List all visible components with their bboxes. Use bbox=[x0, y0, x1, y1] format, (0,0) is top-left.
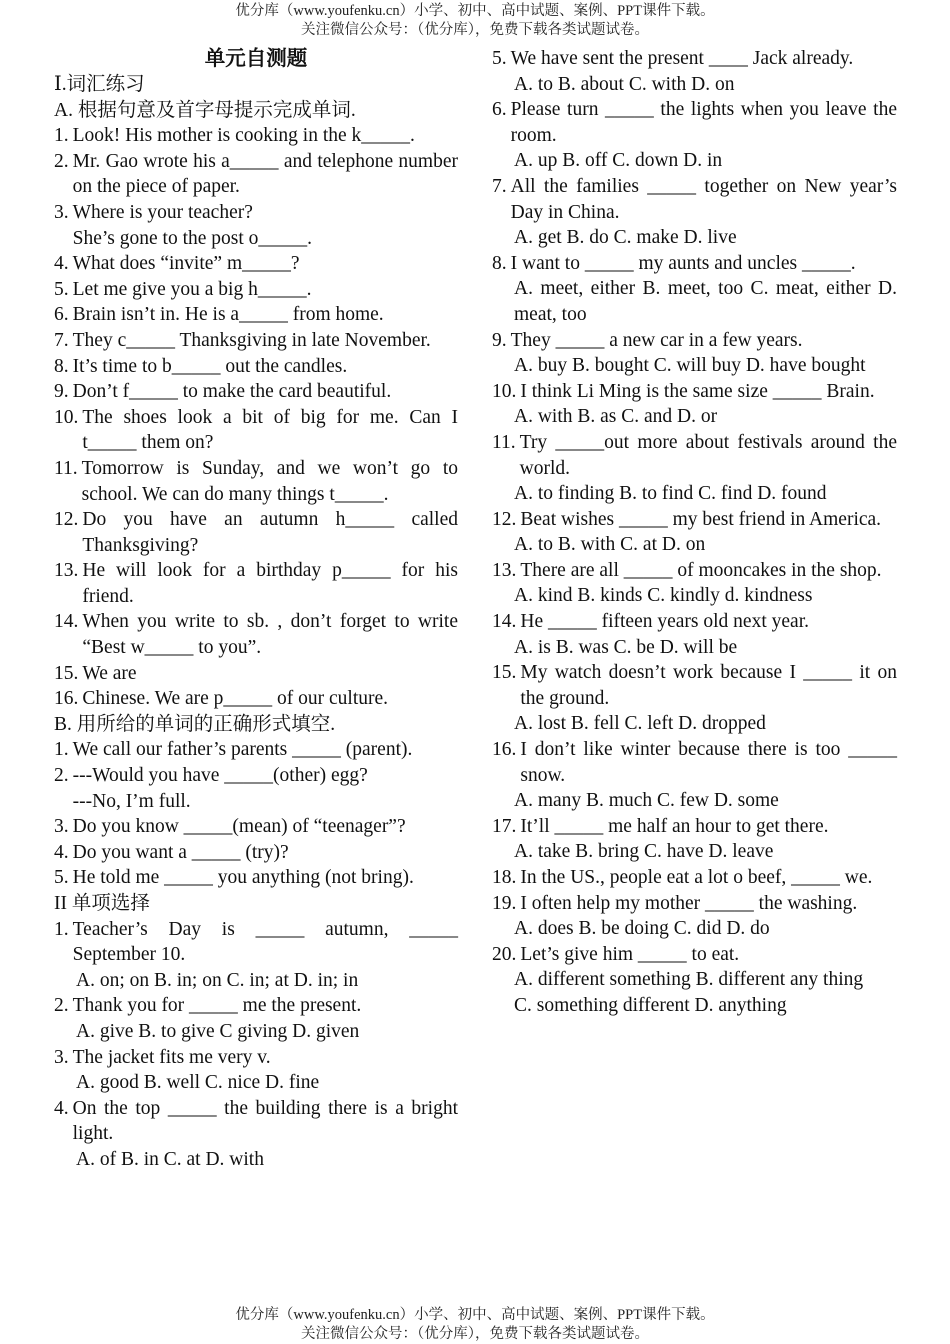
question-item bbox=[54, 840, 458, 866]
answer-options: A. take B. bring C. have D. leave bbox=[514, 841, 774, 863]
question-number: 11. bbox=[492, 431, 516, 453]
question-item bbox=[54, 558, 458, 609]
question-number: 10. bbox=[54, 406, 79, 428]
question-text: Brain isn’t in. He is a_____ from home. bbox=[72, 304, 384, 326]
question-text: All the families _____ together on New year’s Day in China. bbox=[510, 175, 897, 223]
mc-right-list bbox=[492, 46, 897, 1019]
answer-options: A. is B. was C. be D. will be bbox=[514, 636, 738, 658]
question-item bbox=[492, 251, 897, 277]
question-number: 5. bbox=[492, 48, 507, 69]
header-line-2: 关注微信公众号：（优分库），免费下载各类试题试卷。 bbox=[301, 22, 649, 38]
question-text: He told me _____ you anything (not bring). bbox=[72, 867, 414, 889]
question-item bbox=[54, 865, 458, 891]
question-text: On the top _____ the building there is a bright light. bbox=[72, 1097, 458, 1145]
question-text: We have sent the present ____ Jack already. bbox=[510, 48, 854, 69]
question-text: Thank you for _____ me the present. bbox=[72, 995, 362, 1017]
question-item bbox=[492, 814, 897, 840]
answer-options: A. does B. be doing C. did D. do bbox=[514, 918, 770, 940]
question-item bbox=[492, 328, 897, 354]
question-item bbox=[492, 660, 897, 711]
question-number: 3. bbox=[54, 816, 69, 838]
question-text: My watch doesn’t work because I _____ it on the ground. bbox=[520, 662, 897, 709]
question-text: Tomorrow is Sunday, and we won’t go to school. We can do many things t_____. bbox=[81, 457, 458, 505]
question-item bbox=[54, 789, 458, 815]
question-item bbox=[54, 507, 458, 558]
question-text: Don’t f_____ to make the card beautiful. bbox=[72, 381, 392, 403]
footer-line-2: 关注微信公众号：（优分库），免费下载各类试题试卷。 bbox=[301, 1326, 649, 1342]
question-item bbox=[54, 917, 458, 968]
question-item bbox=[492, 174, 897, 225]
question-number: 2. bbox=[54, 765, 69, 787]
question-text: Do you know _____(mean) of “teenager”? bbox=[72, 816, 406, 838]
question-item bbox=[54, 328, 458, 354]
question-number: 6. bbox=[492, 99, 507, 121]
answer-options: A. kind B. kinds C. kindly d. kindness bbox=[514, 585, 813, 607]
question-text: She’s gone to the post o_____. bbox=[72, 227, 313, 249]
question-number: 11. bbox=[54, 457, 78, 479]
part-a-heading: A. 根据句意及首字母提示完成单词. bbox=[54, 99, 356, 121]
answer-options: A. with B. as C. and D. or bbox=[514, 406, 718, 428]
question-item bbox=[54, 737, 458, 763]
question-item bbox=[54, 302, 458, 328]
answer-options: A. give B. to give C giving D. given bbox=[76, 1020, 360, 1042]
question-item bbox=[54, 609, 458, 660]
section-1-heading: Ⅰ.词汇练习 bbox=[54, 74, 145, 95]
part-b-list bbox=[54, 737, 458, 891]
question-text: ---No, I’m full. bbox=[72, 790, 191, 812]
page-title: 单元自测题 bbox=[204, 48, 308, 70]
question-text: It’s time to b_____ out the candles. bbox=[72, 355, 348, 377]
question-item bbox=[492, 97, 897, 148]
question-number: 18. bbox=[492, 867, 517, 888]
question-item bbox=[54, 149, 458, 200]
footer-line-1: 优分库（www.youfenku.cn）小学、初中、高中试题、案例、PPT课件下载。 bbox=[235, 1307, 715, 1323]
question-number: 4. bbox=[54, 1097, 69, 1119]
question-number: 15. bbox=[54, 662, 79, 684]
question-item bbox=[54, 1045, 458, 1071]
header-line-1: 优分库（www.youfenku.cn）小学、初中、高中试题、案例、PPT课件下载。 bbox=[235, 3, 715, 19]
question-item bbox=[492, 379, 897, 405]
question-item bbox=[54, 251, 458, 277]
question-text: Let me give you a big h_____. bbox=[72, 278, 312, 300]
question-text: We call our father’s parents _____ (parent). bbox=[72, 739, 413, 761]
question-text: Mr. Gao wrote his a_____ and telephone number on the piece of paper. bbox=[72, 150, 458, 198]
question-number: 7. bbox=[54, 329, 69, 351]
question-item bbox=[54, 1096, 458, 1147]
question-text: We are bbox=[82, 662, 137, 684]
question-number: 13. bbox=[54, 560, 79, 582]
answer-options: A. different something B. different any thing bbox=[514, 969, 864, 991]
answer-options: C. something different D. anything bbox=[514, 994, 787, 1016]
question-text: When you write to sb. , don’t forget to write “Best w_____ to you”. bbox=[82, 611, 458, 659]
question-item bbox=[54, 993, 458, 1019]
question-item bbox=[492, 737, 897, 788]
answer-options: A. to B. with C. at D. on bbox=[514, 534, 706, 556]
question-item bbox=[54, 277, 458, 303]
question-item bbox=[54, 405, 458, 456]
page-footer bbox=[0, 1306, 950, 1344]
question-item bbox=[54, 456, 458, 507]
question-item bbox=[54, 123, 458, 149]
question-number: 12. bbox=[54, 509, 79, 531]
question-item bbox=[54, 763, 458, 789]
question-number: 19. bbox=[492, 892, 517, 914]
question-number: 14. bbox=[54, 611, 79, 633]
question-number: 9. bbox=[54, 381, 69, 403]
question-number: 13. bbox=[492, 559, 517, 581]
question-item bbox=[492, 609, 897, 635]
answer-options: A. get B. do C. make D. live bbox=[514, 227, 737, 249]
question-text: I often help my mother _____ the washing. bbox=[520, 892, 858, 914]
question-number: 8. bbox=[54, 355, 69, 377]
question-number: 6. bbox=[54, 304, 69, 326]
question-item bbox=[492, 558, 897, 584]
question-item bbox=[54, 379, 458, 405]
question-item bbox=[492, 865, 897, 891]
answer-options: A. to finding B. to find C. find D. found bbox=[514, 483, 827, 505]
question-text: Look! His mother is cooking in the k_____. bbox=[72, 125, 415, 147]
question-number: 4. bbox=[54, 253, 69, 275]
question-text: He will look for a birthday p_____ for his friend. bbox=[82, 560, 458, 607]
question-text: He _____ fifteen years old next year. bbox=[520, 611, 809, 633]
question-number: 12. bbox=[492, 508, 517, 530]
question-item bbox=[54, 200, 458, 226]
answer-options: A. buy B. bought C. will buy D. have bought bbox=[514, 355, 866, 377]
question-item bbox=[492, 942, 897, 968]
part-a-list bbox=[54, 123, 458, 712]
question-item bbox=[54, 354, 458, 380]
question-text: Try _____out more about festivals around the world. bbox=[519, 431, 897, 479]
question-item bbox=[54, 661, 458, 687]
question-number: 4. bbox=[54, 841, 69, 863]
question-text: Teacher’s Day is _____ autumn, _____ September 10. bbox=[72, 918, 458, 966]
question-text: Where is your teacher? bbox=[72, 201, 253, 223]
question-text: What does “invite” m_____? bbox=[72, 253, 300, 275]
answer-options: A. meet, either B. meet, too C. meat, either D. meat, too bbox=[514, 278, 897, 325]
answer-options: A. good B. well C. nice D. fine bbox=[76, 1072, 320, 1094]
question-text: Do you have an autumn h_____ called Thanksgiving? bbox=[82, 509, 458, 556]
question-item bbox=[492, 507, 897, 533]
question-text: ---Would you have _____(other) egg? bbox=[72, 765, 368, 787]
question-number: 7. bbox=[492, 175, 507, 197]
question-text: I want to _____ my aunts and uncles _____. bbox=[510, 252, 856, 274]
answer-options: A. of B. in C. at D. with bbox=[76, 1148, 264, 1170]
question-text: I don’t like winter because there is too _____ snow. bbox=[520, 739, 897, 786]
question-number: 5. bbox=[54, 867, 69, 889]
question-item bbox=[54, 226, 458, 252]
question-number: 14. bbox=[492, 611, 517, 633]
question-number: 1. bbox=[54, 918, 69, 940]
part-b-heading: B. 用所给的单词的正确形式填空. bbox=[54, 713, 336, 735]
question-text: The jacket fits me very v. bbox=[72, 1046, 271, 1068]
question-number: 3. bbox=[54, 1046, 69, 1068]
question-text: I think Li Ming is the same size _____ Brain. bbox=[520, 380, 875, 402]
question-item bbox=[492, 891, 897, 917]
section-2-heading: II 单项选择 bbox=[54, 893, 150, 914]
question-number: 9. bbox=[492, 329, 507, 351]
question-number: 15. bbox=[492, 662, 517, 684]
question-text: In the US., people eat a lot o beef, _____ we. bbox=[520, 867, 873, 888]
question-text: Please turn _____ the lights when you leave the room. bbox=[510, 99, 897, 146]
question-number: 20. bbox=[492, 943, 517, 965]
question-number: 5. bbox=[54, 278, 69, 300]
mc-left-list bbox=[54, 917, 458, 1173]
question-number: 16. bbox=[492, 739, 517, 761]
answer-options: A. on; on B. in; on C. in; at D. in; in bbox=[76, 969, 359, 991]
answer-options: A. to B. about C. with D. on bbox=[514, 73, 735, 95]
answer-options: A. lost B. fell C. left D. dropped bbox=[514, 713, 766, 735]
question-item bbox=[492, 46, 897, 72]
page-header bbox=[0, 2, 950, 40]
right-column bbox=[492, 46, 897, 1019]
question-text: It’ll _____ me half an hour to get there. bbox=[520, 815, 829, 837]
question-text: Beat wishes _____ my best friend in America. bbox=[520, 508, 882, 530]
question-number: 2. bbox=[54, 150, 69, 172]
question-text: The shoes look a bit of big for me. Can I t_____ them on? bbox=[82, 406, 458, 454]
question-number: 16. bbox=[54, 688, 79, 710]
question-text: Chinese. We are p_____ of our culture. bbox=[82, 688, 389, 710]
left-column bbox=[54, 46, 458, 1173]
answer-options: A. up B. off C. down D. in bbox=[514, 150, 723, 172]
question-text: They c_____ Thanksgiving in late November. bbox=[72, 329, 431, 351]
question-number: 1. bbox=[54, 739, 69, 761]
question-text: There are all _____ of mooncakes in the shop. bbox=[520, 559, 882, 581]
question-text: Let’s give him _____ to eat. bbox=[520, 943, 740, 965]
question-item bbox=[54, 686, 458, 712]
question-number: 2. bbox=[54, 995, 69, 1017]
question-item bbox=[492, 430, 897, 481]
question-number: 1. bbox=[54, 125, 69, 147]
question-number: 17. bbox=[492, 815, 517, 837]
answer-options: A. many B. much C. few D. some bbox=[514, 790, 779, 812]
question-number: 8. bbox=[492, 252, 507, 274]
question-number: 3. bbox=[54, 201, 69, 223]
question-item bbox=[54, 814, 458, 840]
question-number: 10. bbox=[492, 380, 517, 402]
question-text: They _____ a new car in a few years. bbox=[510, 329, 803, 351]
question-text: Do you want a _____ (try)? bbox=[72, 841, 289, 863]
